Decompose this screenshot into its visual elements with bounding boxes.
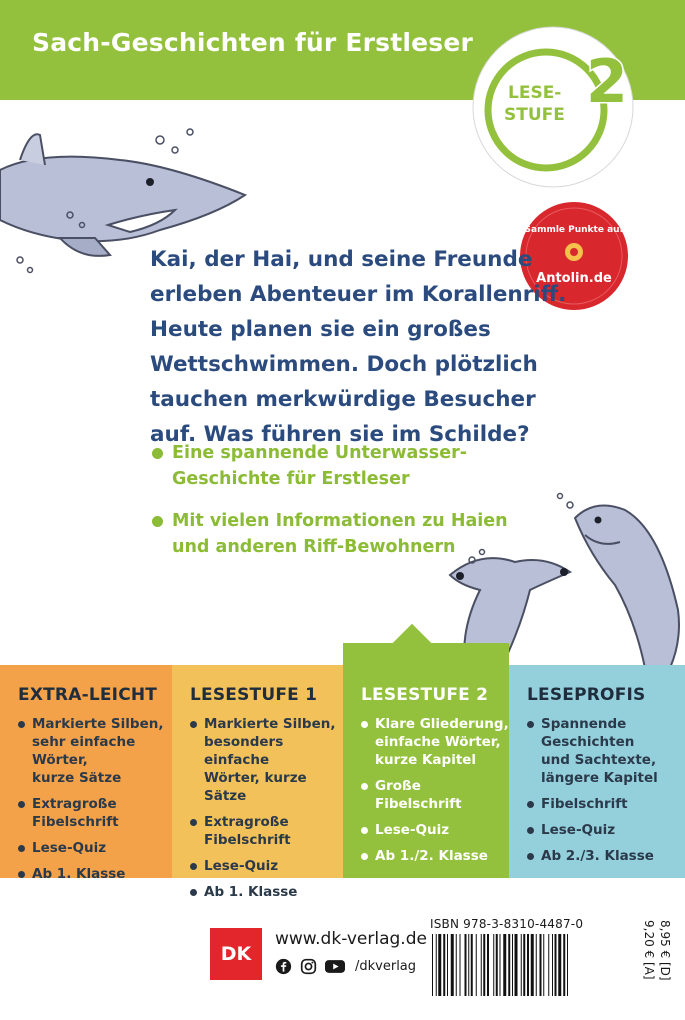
barcode-bar [496, 934, 498, 996]
barcode-bar [438, 934, 441, 996]
barcode-bar [432, 934, 433, 996]
barcode-bar [503, 934, 506, 996]
level-column-lesestufe-2 [343, 643, 509, 878]
barcode-bar [451, 934, 454, 996]
bullet-dot [152, 516, 163, 527]
badge-number: 2 [586, 47, 628, 117]
intro-line: Kai, der Hai, und seine Freunde [150, 247, 533, 272]
barcode-bar [567, 934, 568, 996]
barcode-bar [465, 934, 467, 996]
barcode-bar [483, 934, 485, 996]
feature-line: Eine spannende Unterwasser- [172, 443, 467, 463]
barcode-bar [500, 934, 501, 996]
barcode-bar [487, 934, 489, 996]
barcode-bar [531, 934, 534, 996]
level-item: Lese-Quiz [527, 821, 685, 839]
youtube-icon[interactable] [325, 958, 345, 975]
lesestufe-badge [468, 22, 638, 192]
dk-logo: DK [210, 928, 262, 980]
barcode-bar [523, 934, 525, 996]
level-item: Markierte Silben, besonders einfache Wörter, kurze Sätze [190, 715, 343, 805]
barcode-bar [471, 934, 473, 996]
barcode-bar [552, 934, 553, 996]
facebook-icon[interactable] [275, 958, 292, 975]
barcode-bar [515, 934, 518, 996]
level-item: Lese-Quiz [190, 857, 343, 875]
level-item: Ab 1. Klasse [18, 865, 172, 883]
level-title: LESEPROFIS [527, 685, 646, 705]
level-column-lesestufe-1 [172, 665, 343, 900]
barcode-bar [558, 934, 561, 996]
price-at: 9,20 € [A] [642, 920, 656, 980]
barcode-bar [540, 934, 542, 996]
level-title: LESESTUFE 2 [361, 685, 489, 705]
level-item: Spannende Geschichten und Sachtexte, längere Kapitel [527, 715, 685, 787]
level-title: EXTRA-LEICHT [18, 685, 158, 705]
barcode-bar [476, 934, 477, 996]
barcode [430, 934, 622, 996]
publisher-website[interactable]: www.dk-verlag.de [275, 929, 427, 949]
barcode-bar [527, 934, 529, 996]
level-column-extra-leicht [0, 665, 172, 882]
price-de: 8,95 € [D] [658, 920, 672, 981]
intro-line: erleben Abenteuer im Korallenriff. [150, 282, 567, 307]
intro-paragraph [150, 242, 670, 452]
badge-word-2: STUFE [504, 105, 565, 125]
barcode-bar [563, 934, 565, 996]
barcode-bar [521, 934, 522, 996]
sticker-text-top: Sammle Punkte auf [524, 225, 624, 235]
barcode-bar [481, 934, 482, 996]
level-item: Ab 1./2. Klasse [361, 847, 509, 865]
barcode-bar [512, 934, 513, 996]
feature-line: und anderen Riff-Bewohnern [172, 537, 456, 557]
barcode-bar [468, 934, 469, 996]
level-item: Markierte Silben, sehr einfache Wörter, kurze Sätze [18, 715, 172, 787]
level-item: Klare Gliederung, einfache Wörter, kurze Kapitel [361, 715, 509, 769]
barcode-bar [555, 934, 557, 996]
barcode-bar [508, 934, 510, 996]
social-links [275, 958, 416, 975]
intro-line: Wettschwimmen. Doch plötzlich [150, 352, 538, 377]
feature-line: Geschichte für Erstleser [172, 469, 410, 489]
barcode-bar [443, 934, 445, 996]
level-item: Fibelschrift [527, 795, 685, 813]
barcode-bar [460, 934, 461, 996]
level-title: LESESTUFE 1 [190, 685, 318, 705]
instagram-icon[interactable] [300, 958, 317, 975]
barcode-bar [456, 934, 457, 996]
feature-item [150, 440, 550, 492]
level-item: Lese-Quiz [361, 821, 509, 839]
price-labels [640, 918, 680, 1000]
isbn-text: ISBN 978-3-8310-4487-0 [430, 917, 584, 931]
level-item: Ab 2./3. Klasse [527, 847, 685, 865]
barcode-bar [543, 934, 544, 996]
bullet-dot [152, 448, 163, 459]
barcode-bar [493, 934, 494, 996]
intro-line: tauchen merkwürdige Besucher [150, 387, 536, 412]
series-title: Sach-Geschichten für Erstleser [32, 28, 474, 57]
level-item: Ab 1. Klasse [190, 883, 343, 901]
barcode-bar [447, 934, 448, 996]
barcode-bar [436, 934, 437, 996]
level-column-leseprofis [509, 665, 685, 878]
level-item: Lese-Quiz [18, 839, 172, 857]
intro-line: Heute planen sie ein großes [150, 317, 491, 342]
social-handle[interactable]: /dkverlag [355, 959, 417, 974]
intro-line: auf. Was führen sie im Schilde? [150, 422, 530, 447]
level-item: Extragroße Fibelschrift [18, 795, 172, 831]
sticker-brand: Antolin.de [536, 271, 612, 286]
feature-line: Mit vielen Informationen zu Haien [172, 511, 508, 531]
barcode-bar [536, 934, 537, 996]
barcode-bar [548, 934, 549, 996]
reading-levels [0, 665, 685, 900]
badge-word-1: LESE- [508, 83, 562, 103]
level-item: Große Fibelschrift [361, 777, 509, 813]
level-item: Extragroße Fibelschrift [190, 813, 343, 849]
